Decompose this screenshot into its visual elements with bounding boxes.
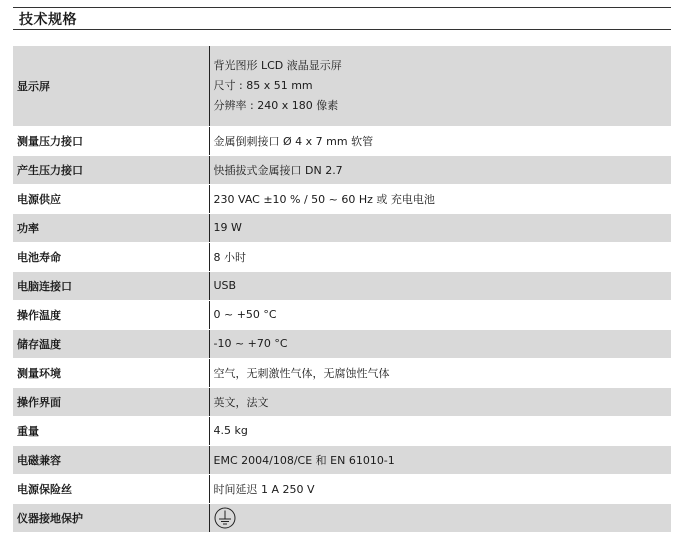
table-row xyxy=(13,184,671,213)
table-row xyxy=(13,126,671,155)
table-row xyxy=(13,358,671,387)
row-label: 储存温度 xyxy=(13,329,209,358)
row-label: 重量 xyxy=(13,416,209,445)
row-label: 产生压力接口 xyxy=(13,155,209,184)
row-label: 电池寿命 xyxy=(13,242,209,271)
row-value: 英文，法文 xyxy=(209,387,671,416)
row-label: 电磁兼容 xyxy=(13,445,209,474)
row-value: 快插拔式金属接口 DN 2.7 xyxy=(209,155,671,184)
table-row xyxy=(13,474,671,503)
row-label: 电源供应 xyxy=(13,184,209,213)
table-row xyxy=(13,387,671,416)
row-value xyxy=(209,46,671,126)
table-row xyxy=(13,329,671,358)
row-value: 空气，无刺激性气体，无腐蚀性气体 xyxy=(209,358,671,387)
protective-earth-icon xyxy=(214,507,236,529)
table-row xyxy=(13,46,671,126)
row-label: 电脑连接口 xyxy=(13,271,209,300)
display-type: 背光图形 LCD 液晶显示屏 xyxy=(213,58,342,72)
display-size: 尺寸 : 85 x 51 mm xyxy=(213,78,313,92)
row-value xyxy=(209,503,671,532)
row-label: 电源保险丝 xyxy=(13,474,209,503)
row-label: 操作界面 xyxy=(13,387,209,416)
table-row xyxy=(13,416,671,445)
row-label: 显示屏 xyxy=(13,46,209,126)
table-row xyxy=(13,445,671,474)
row-value: -10 ~ +70 °C xyxy=(209,329,671,358)
row-label: 操作温度 xyxy=(13,300,209,329)
row-value: 230 VAC ±10 % / 50 ~ 60 Hz 或 充电电池 xyxy=(209,184,671,213)
row-value: EMC 2004/108/CE 和 EN 61010-1 xyxy=(209,445,671,474)
display-resolution: 分辨率 : 240 x 180 像素 xyxy=(213,98,339,112)
row-value: 8 小时 xyxy=(209,242,671,271)
row-value: USB xyxy=(209,271,671,300)
table-row xyxy=(13,213,671,242)
title-rule xyxy=(13,29,671,30)
row-value: 0 ~ +50 °C xyxy=(209,300,671,329)
row-value: 金属倒刺接口 Ø 4 x 7 mm 软管 xyxy=(209,126,671,155)
section-title: 技术规格 xyxy=(19,12,77,28)
row-value: 4.5 kg xyxy=(209,416,671,445)
spec-table xyxy=(13,46,671,533)
table-row xyxy=(13,271,671,300)
row-value: 19 W xyxy=(209,213,671,242)
row-label: 测量环境 xyxy=(13,358,209,387)
table-row xyxy=(13,155,671,184)
row-value: 时间延迟 1 A 250 V xyxy=(209,474,671,503)
row-label: 测量压力接口 xyxy=(13,126,209,155)
table-row xyxy=(13,242,671,271)
table-row xyxy=(13,300,671,329)
row-label: 仪器接地保护 xyxy=(13,503,209,532)
row-label: 功率 xyxy=(13,213,209,242)
table-row xyxy=(13,503,671,532)
top-rule xyxy=(13,7,671,8)
